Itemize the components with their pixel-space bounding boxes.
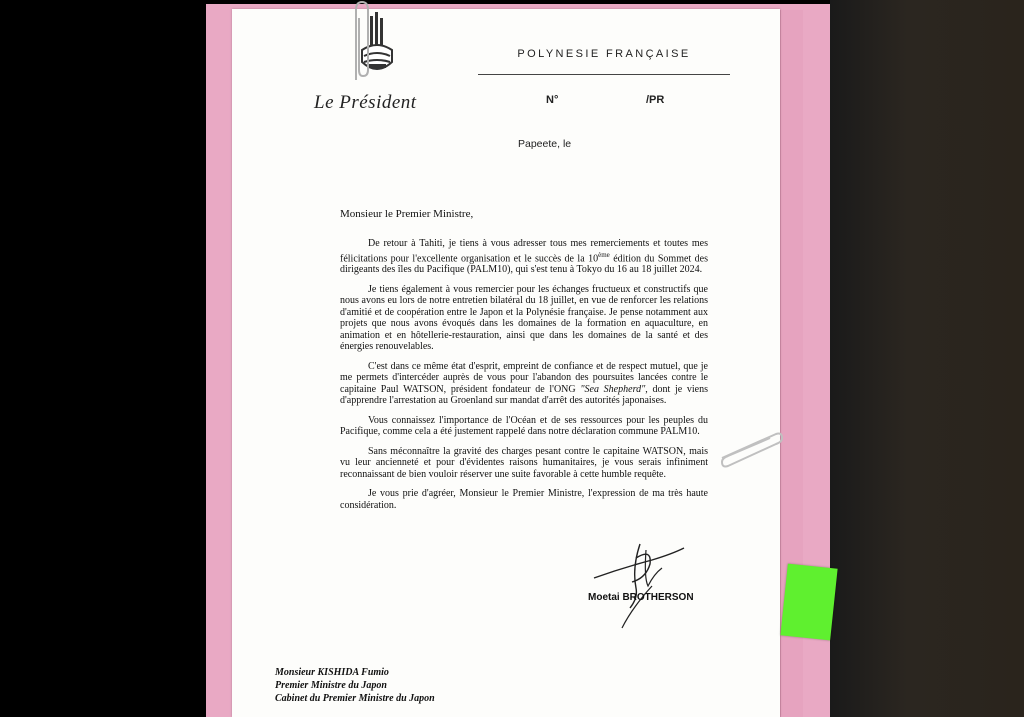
addressee-name: Monsieur KISHIDA Fumio (275, 667, 389, 678)
paragraph-4: Vous connaissez l'importance de l'Océan et de ses ressources pour les peuples du Pacifique, comme cela a été justement rappelé dans notre déclaration commune PALM10. (340, 414, 708, 438)
reference-suffix: /PR (646, 94, 665, 106)
paragraph-3-emphasis: "Sea Shepherd" (580, 383, 646, 395)
addressee-title: Premier Ministre du Japon (275, 680, 387, 691)
paragraph-1-text-a: De retour à Tahiti, je tiens à vous adresser tous mes remerciements et toutes mes félicitations pour l'excellente organisation et le succès de la 10 (340, 238, 708, 264)
desk-background (830, 0, 1024, 717)
office-title: Le Président (314, 92, 417, 113)
paragraph-6: Je vous prie d'agréer, Monsieur le Premier Ministre, l'expression de ma très haute considération. (340, 488, 708, 511)
reference-number-label: N° (546, 94, 559, 106)
paragraph-2: Je tiens également à vous remercier pour les échanges fructueux et constructifs que nous avons eu lors de notre entretien bilatéral du 18 juillet, en vue de renforcer les relations d'amitié et de coopération entre le Japon et la Polynésie française. Je pense notamment aux projets que nous avons évoqués dans les domaines de la formation en aquaculture, en animation et en hôtellerie-restauration, ainsi que dans les domaines de la santé et des énergies renouvelables. (340, 283, 708, 353)
letter-body (340, 238, 708, 519)
signatory-name: Moetai BROTHERSON (588, 592, 694, 603)
heading-divider (478, 74, 730, 75)
territory-heading: POLYNESIE FRANÇAISE (517, 48, 691, 60)
paragraph-1 (340, 238, 708, 276)
paragraph-3 (340, 361, 708, 407)
place-date: Papeete, le (518, 138, 572, 150)
paragraph-1-superscript: ème (598, 250, 610, 259)
paperclip-top-icon (348, 0, 374, 82)
paragraph-5: Sans méconnaître la gravité des charges pesant contre le capitaine WATSON, mais vu leur ancienneté et pour d'évidentes raisons humanitaires, je vous serais infiniment reconnaissant de bien vouloir réserver une suite favorable à cette humble requête. (340, 445, 708, 480)
paragraph-1-text-b: édition du Sommet des dirigeants des îles du Pacifique (PALM10), qui s'est tenu à Tokyo du 16 au 18 juillet 2024. (340, 252, 708, 276)
salutation: Monsieur le Premier Ministre, (340, 208, 474, 220)
addressee-block (275, 666, 435, 705)
paragraph-3-text-b: , dont je viens d'apprendre l'arrestation au Groenland sur mandat d'arrêt des autorités japonaises. (340, 383, 709, 407)
paperclip-side-icon (720, 428, 784, 472)
addressee-office: Cabinet du Premier Ministre du Japon (275, 693, 435, 704)
handwritten-signature (592, 538, 688, 630)
paragraph-3-text-a: C'est dans ce même état d'esprit, empreint de confiance et de respect mutuel, que je me permets d'intercéder auprès de vous pour l'abandon des poursuites lancées contre le capitaine Paul WATSON, président fondateur de l'ONG (340, 360, 708, 395)
green-sticky-note (780, 564, 837, 641)
